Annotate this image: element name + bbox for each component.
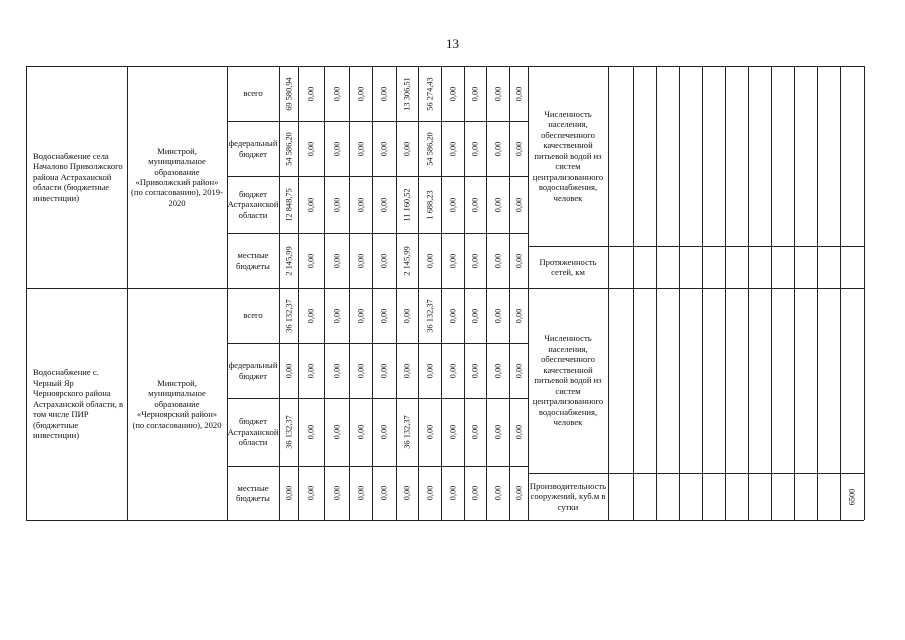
indicator-label: Численность населения, обеспеченного качественной питьевой водой из систем централизованного водоснабжения, человек [532, 333, 604, 428]
budget-label: федеральный бюджет [228, 138, 278, 159]
budget-value: 0,00 [402, 308, 412, 323]
budget-label: местные бюджеты [236, 250, 270, 271]
budget-value: 0,00 [379, 141, 389, 156]
budget-value: 0,00 [493, 363, 502, 378]
budget-value: 0,00 [356, 308, 365, 323]
indicator-label: Численность населения, обеспеченного качественной питьевой водой из систем централизованного водоснабжения, человек [532, 108, 604, 203]
budget-value: 0,00 [493, 424, 502, 440]
budget-value: 36 132,37 [284, 298, 293, 333]
column-line [298, 66, 299, 520]
budget-value: 0,00 [470, 363, 480, 378]
budget-value: 0,00 [356, 86, 365, 101]
budget-value: 0,00 [402, 485, 412, 501]
budget-value: 0,00 [379, 197, 389, 212]
budget-value: 0,00 [470, 485, 480, 501]
column-line [748, 66, 749, 520]
budget-value: 0,00 [306, 363, 316, 378]
budget-value: 0,00 [425, 485, 434, 501]
column-line [464, 66, 465, 520]
budget-value: 54 586,20 [425, 131, 434, 166]
budget-value: 56 274,43 [425, 76, 434, 111]
budget-value: 0,00 [493, 86, 502, 101]
budget-value: 0,00 [425, 253, 434, 268]
budget-label: федеральный бюджет [228, 360, 278, 381]
budget-value: 12 848,75 [284, 187, 293, 222]
indicator-value: 6500 [847, 488, 857, 505]
budget-value: 0,00 [306, 253, 316, 268]
column-line [702, 66, 703, 520]
budget-value: 0,00 [306, 141, 316, 156]
budget-value: 0,00 [493, 253, 502, 268]
budget-value: 0,00 [332, 424, 341, 440]
budget-value: 13 306,51 [402, 76, 412, 111]
budget-value: 0,00 [448, 253, 457, 268]
column-line [372, 66, 373, 520]
budget-value: 0,00 [356, 197, 365, 212]
column-line [349, 66, 350, 520]
column-line [418, 66, 419, 520]
budget-value: 0,00 [493, 308, 502, 323]
column-line [817, 66, 818, 520]
budget-value: 0,00 [448, 197, 457, 212]
column-line [840, 66, 841, 520]
budget-value: 0,00 [356, 253, 365, 268]
budget-value: 0,00 [332, 86, 341, 101]
executor-cell: Минстрой, муниципальное образование «Черноярский район» (по согласованию), 2020 [132, 377, 222, 430]
budget-value: 0,00 [332, 197, 341, 212]
budget-value: 0,00 [379, 424, 389, 440]
budget-value: 0,00 [332, 485, 341, 501]
column-line [486, 66, 487, 520]
column-line [679, 66, 680, 520]
budget-value: 0,00 [493, 197, 502, 212]
indicator-label: Протяженность сетей, км [539, 256, 597, 277]
budget-value: 0,00 [425, 424, 434, 440]
column-line [324, 66, 325, 520]
budget-value: 11 160,52 [402, 187, 412, 222]
column-line [608, 66, 609, 520]
column-line [771, 66, 772, 520]
budget-value: 0,00 [448, 485, 457, 501]
budget-value: 36 132,37 [425, 298, 434, 333]
budget-value: 0,00 [470, 424, 480, 440]
executor-cell: Минстрой, муниципальное образование «Приволжский район» (по согласованию), 2019-2020 [131, 145, 223, 208]
column-line [396, 66, 397, 520]
column-line [441, 66, 442, 520]
budget-value: 0,00 [514, 197, 523, 212]
budget-value: 0,00 [356, 363, 365, 378]
budget-value: 0,00 [514, 363, 523, 378]
budget-value: 2 145,99 [402, 245, 412, 276]
budget-value: 0,00 [379, 86, 389, 101]
budget-value: 0,00 [306, 197, 316, 212]
budget-value: 0,00 [493, 141, 502, 156]
page-number: 13 [446, 36, 459, 51]
indicator-label: Производительность сооружений, куб.м в сутки [529, 480, 607, 512]
budget-value: 0,00 [306, 86, 316, 101]
budget-value: 0,00 [356, 141, 365, 156]
budget-value: 0,00 [470, 86, 480, 101]
project-name: Водоснабжение села Началово Приволжского района Астраханской области (бюджетные инвестиции) [33, 150, 123, 203]
budget-value: 0,00 [448, 424, 457, 440]
budget-value: 0,00 [514, 253, 523, 268]
budget-value: 54 586,20 [284, 131, 293, 166]
budget-value: 0,00 [332, 308, 341, 323]
budget-value: 0,00 [379, 308, 389, 323]
budget-value: 0,00 [470, 197, 480, 212]
budget-label: всего [243, 88, 263, 99]
budget-value: 0,00 [379, 485, 389, 501]
budget-value: 69 580,94 [284, 76, 293, 111]
budget-value: 36 132,37 [402, 415, 412, 449]
budget-value: 0,00 [284, 363, 293, 378]
budget-value: 0,00 [470, 253, 480, 268]
budget-value: 0,00 [379, 363, 389, 378]
column-line [864, 66, 865, 520]
budget-value: 0,00 [448, 308, 457, 323]
budget-label: бюджет Астраханской области [227, 416, 279, 448]
budget-value: 0,00 [306, 424, 316, 440]
budget-value: 0,00 [470, 141, 480, 156]
column-line [509, 66, 510, 520]
column-line [279, 66, 280, 520]
budget-value: 0,00 [332, 253, 341, 268]
column-line [794, 66, 795, 520]
budget-value: 0,00 [402, 363, 412, 378]
budget-value: 0,00 [514, 141, 523, 156]
budget-value: 0,00 [448, 141, 457, 156]
budget-value: 0,00 [470, 308, 480, 323]
budget-value: 1 688,23 [425, 189, 434, 220]
budget-value: 0,00 [493, 485, 502, 501]
budget-label: бюджет Астраханской области [227, 188, 279, 220]
budget-value: 0,00 [514, 308, 523, 323]
budget-value: 0,00 [514, 424, 523, 440]
budget-value: 0,00 [332, 141, 341, 156]
budget-label: всего [243, 310, 263, 321]
budget-value: 0,00 [448, 363, 457, 378]
column-line [725, 66, 726, 520]
budget-value: 0,00 [306, 308, 316, 323]
column-line [656, 66, 657, 520]
budget-value: 0,00 [356, 424, 365, 440]
budget-value: 0,00 [284, 485, 293, 501]
budget-label: местные бюджеты [236, 482, 270, 503]
budget-value: 0,00 [356, 485, 365, 501]
budget-value: 0,00 [514, 86, 523, 101]
budget-value: 2 145,99 [284, 245, 293, 276]
budget-value: 0,00 [448, 86, 457, 101]
column-line [633, 66, 634, 520]
budget-value: 0,00 [425, 363, 434, 378]
budget-value: 36 132,37 [284, 415, 293, 449]
budget-value: 0,00 [379, 253, 389, 268]
budget-value: 0,00 [306, 485, 316, 501]
budget-value: 0,00 [402, 141, 412, 156]
budget-value: 0,00 [514, 485, 523, 501]
project-name: Водоснабжение с. Черный Яр Черноярского района Астраханской области, в том числе ПИР (бюджетные инвестиции) [33, 367, 124, 441]
table-border-bottom [26, 520, 864, 521]
budget-value: 0,00 [332, 363, 341, 378]
